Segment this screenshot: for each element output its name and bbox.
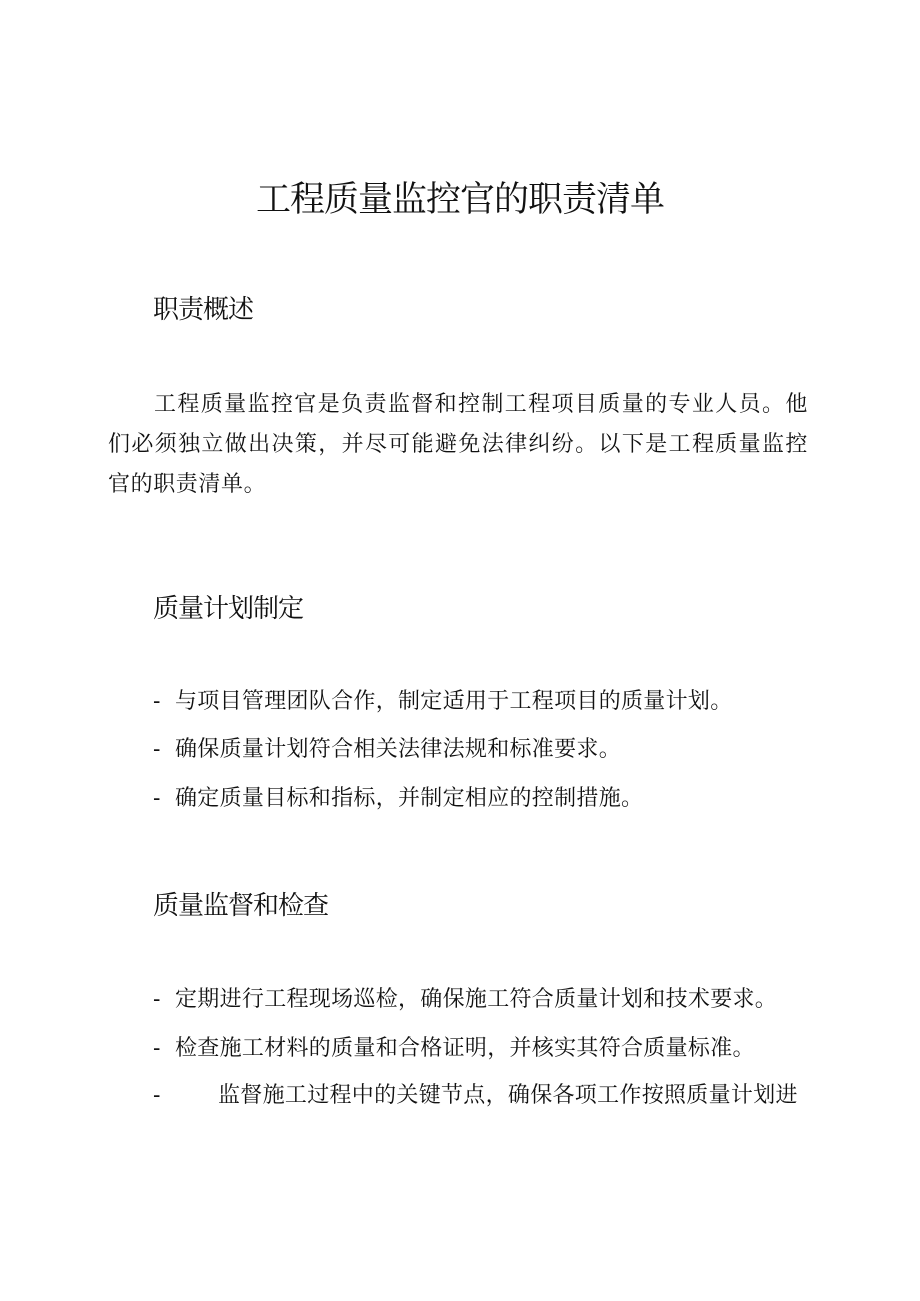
list-item [153,1081,798,1111]
list-item-text: 监督施工过程中的关键节点，确保各项工作按照质量计划进 [218,1083,798,1108]
list-item [153,985,777,1015]
bullet-marker: - [153,786,161,811]
bullet-marker: - [153,1083,161,1108]
bullet-marker: - [153,1036,161,1061]
bullet-marker: - [153,737,161,762]
bullet-marker: - [153,987,161,1012]
overview-paragraph: 工程质量监控官是负责监督和控制工程项目质量的专业人员。他们必须独立做出决策，并尽可能避免法律纠纷。以下是工程质量监控官的职责清单。 [108,392,808,497]
list-item [153,735,621,765]
bullet-marker: - [153,689,161,714]
section-heading-quality-plan: 质量计划制定 [153,594,304,624]
list-item [153,784,643,814]
section-heading-quality-supervision: 质量监督和检查 [153,891,329,921]
list-item [153,1034,755,1064]
list-item-text: 与项目管理团队合作，制定适用于工程项目的质量计划。 [175,689,733,714]
section-heading-overview: 职责概述 [153,295,254,325]
document-title: 工程质量监控官的职责清单 [255,180,664,220]
list-item-text: 定期进行工程现场巡检，确保施工符合质量计划和技术要求。 [175,987,778,1012]
list-item [153,687,733,717]
list-item-text: 检查施工材料的质量和合格证明，并核实其符合质量标准。 [175,1036,755,1061]
list-item-text: 确定质量目标和指标，并制定相应的控制措施。 [175,786,644,811]
list-item-text: 确保质量计划符合相关法律法规和标准要求。 [175,737,622,762]
